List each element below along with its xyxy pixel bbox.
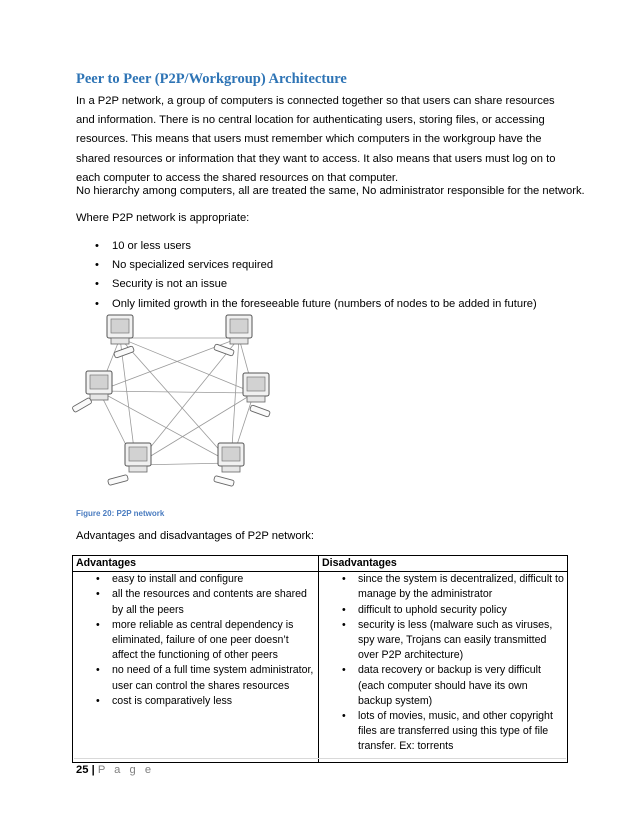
list-item: • cost is comparatively less xyxy=(76,694,315,709)
p2p-network-figure xyxy=(66,308,276,508)
computer-node-icon xyxy=(72,371,112,413)
hierarchy-paragraph: No hierarchy among computers, all are treated the same, No administrator responsible for the network. xyxy=(76,185,585,197)
list-item: • Security is not an issue xyxy=(76,275,537,294)
disadvantages-cell xyxy=(319,572,568,763)
list-item: • since the system is decentralized, difficult to manage by the administrator xyxy=(322,572,564,602)
page-number: 25 xyxy=(76,764,89,776)
where-list xyxy=(76,237,537,314)
disadvantages-list xyxy=(322,572,564,754)
advantages-heading: Advantages and disadvantages of P2P network: xyxy=(76,530,315,542)
figure-caption: Figure 20: P2P network xyxy=(76,509,165,518)
list-item: • Only limited growth in the foreseeable future (numbers of nodes to be added in future) xyxy=(76,295,537,314)
advantages-list xyxy=(76,572,315,709)
computer-node-icon xyxy=(243,373,270,417)
list-item: • all the resources and contents are shared by all the peers xyxy=(76,587,315,617)
list-item: • lots of movies, music, and other copyright files are transferred using this type of file transfer. Ex: torrents xyxy=(322,709,564,755)
where-heading: Where P2P network is appropriate: xyxy=(76,212,250,224)
table-row xyxy=(73,572,568,763)
section-heading: Peer to Peer (P2P/Workgroup) Architecture xyxy=(76,71,347,87)
list-item: • more reliable as central dependency is eliminated, failure of one peer doesn’t affect the functioning of other peers xyxy=(76,618,315,664)
list-item: • easy to install and configure xyxy=(76,572,315,587)
list-item: • no need of a full time system administrator, user can control the shares resources xyxy=(76,663,315,693)
comparison-table xyxy=(72,555,568,763)
footer-divider xyxy=(74,758,566,759)
list-item: • data recovery or backup is very difficult (each computer should have its own backup system) xyxy=(322,663,564,709)
computer-node-icon xyxy=(214,443,244,486)
page-footer xyxy=(76,764,154,776)
list-item: • difficult to uphold security policy xyxy=(322,603,564,618)
computer-node-icon xyxy=(214,315,252,356)
computer-node-icon xyxy=(108,443,151,485)
computer-node-icon xyxy=(107,315,134,358)
intro-paragraph: In a P2P network, a group of computers is connected together so that users can share resources and information. There is no central location for authenticating users, storing files, or accessing resources. This means that users must remember which computers in the workgroup have the shared resources or information that they want to access. It also means that users must log on to each computer to access the shared resources on that computer. xyxy=(76,95,556,184)
list-item: • security is less (malware such as viruses, spy ware, Trojans can easily transmitted over P2P architecture) xyxy=(322,618,564,664)
list-item: • 10 or less users xyxy=(76,237,537,256)
advantages-header: Advantages xyxy=(73,556,319,572)
page-label: P a g e xyxy=(97,764,155,776)
list-item: • No specialized services required xyxy=(76,256,537,275)
disadvantages-header: Disadvantages xyxy=(319,556,568,572)
footer-separator: | xyxy=(91,764,95,776)
advantages-cell xyxy=(73,572,319,763)
table-header-row xyxy=(73,556,568,572)
